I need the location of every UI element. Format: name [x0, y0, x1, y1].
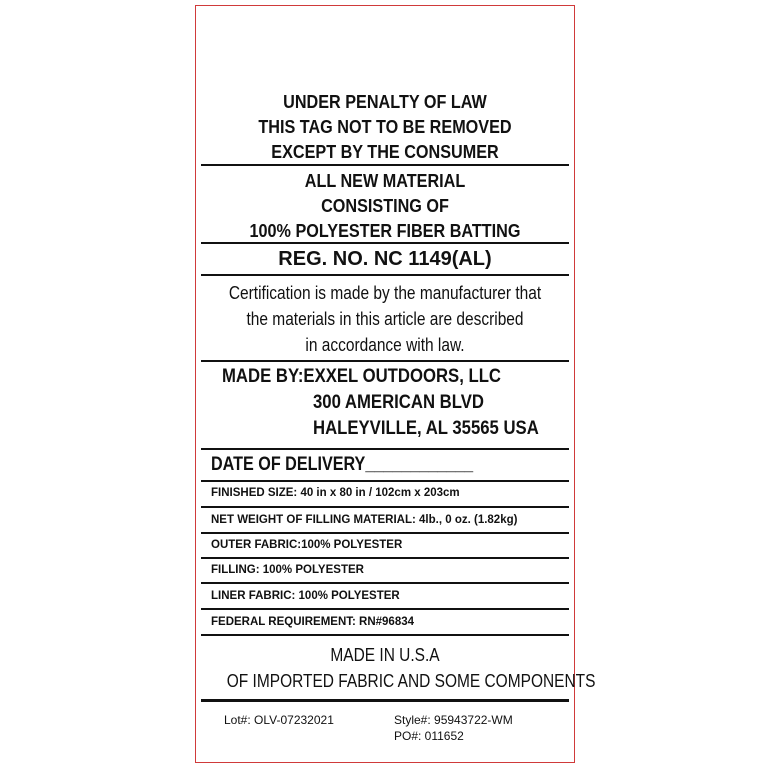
- divider: [201, 242, 569, 244]
- divider: [201, 360, 569, 362]
- made-by-line-3: HALEYVILLE, AL 35565 USA: [313, 418, 539, 439]
- made-by-line-2: 300 AMERICAN BLVD: [313, 392, 484, 413]
- warning-line-1: UNDER PENALTY OF LAW: [283, 92, 487, 112]
- reg-number: REG. NO. NC 1149(AL): [278, 248, 492, 270]
- divider: [201, 480, 569, 482]
- made-in-line-2: OF IMPORTED FABRIC AND SOME COMPONENTS: [226, 671, 596, 691]
- divider: [201, 608, 569, 610]
- divider: [201, 634, 569, 636]
- divider: [201, 582, 569, 584]
- material-line-2: CONSISTING OF: [321, 196, 449, 216]
- made-in-block: [201, 642, 596, 694]
- material-line-3: 100% POLYESTER FIBER BATTING: [249, 221, 521, 241]
- federal-requirement: FEDERAL REQUIREMENT: RN#96834: [211, 616, 415, 628]
- made-by-line-1: MADE BY:EXXEL OUTDOORS, LLC: [222, 366, 502, 387]
- made-in-line-1: MADE IN U.S.A: [330, 645, 440, 665]
- made-by-block: [201, 364, 569, 442]
- divider: [201, 448, 569, 450]
- material-block: [201, 169, 569, 244]
- certification-block: [201, 280, 569, 358]
- filling: FILLING: 100% POLYESTER: [211, 564, 364, 576]
- liner-fabric: LINER FABRIC: 100% POLYESTER: [211, 590, 400, 602]
- finished-size: FINISHED SIZE: 40 in x 80 in / 102cm x 203cm: [211, 487, 460, 499]
- divider: [201, 164, 569, 166]
- style-number: Style#: 95943722-WM: [394, 713, 513, 727]
- divider: [201, 506, 569, 508]
- divider: [201, 274, 569, 276]
- net-weight: NET WEIGHT OF FILLING MATERIAL: 4lb., 0 oz. (1.82kg): [211, 514, 518, 526]
- outer-fabric: OUTER FABRIC:100% POLYESTER: [211, 539, 403, 551]
- reg-block: [201, 246, 569, 272]
- divider-thick: [201, 699, 569, 702]
- warning-line-2: THIS TAG NOT TO BE REMOVED: [258, 117, 512, 137]
- certification-line-2: the materials in this article are described: [246, 309, 524, 329]
- warning-line-3: EXCEPT BY THE CONSUMER: [271, 142, 499, 162]
- certification-line-3: in accordance with law.: [305, 335, 465, 355]
- date-of-delivery: DATE OF DELIVERY____________: [211, 454, 474, 475]
- divider: [201, 532, 569, 534]
- po-number: PO#: 011652: [394, 729, 464, 743]
- material-line-1: ALL NEW MATERIAL: [304, 171, 466, 191]
- tag-inner: [201, 6, 596, 762]
- certification-line-1: Certification is made by the manufacturer that: [228, 283, 542, 303]
- law-tag: [195, 5, 596, 763]
- warning-block: [201, 90, 569, 165]
- lot-number: Lot#: OLV-07232021: [224, 713, 334, 727]
- divider: [201, 557, 569, 559]
